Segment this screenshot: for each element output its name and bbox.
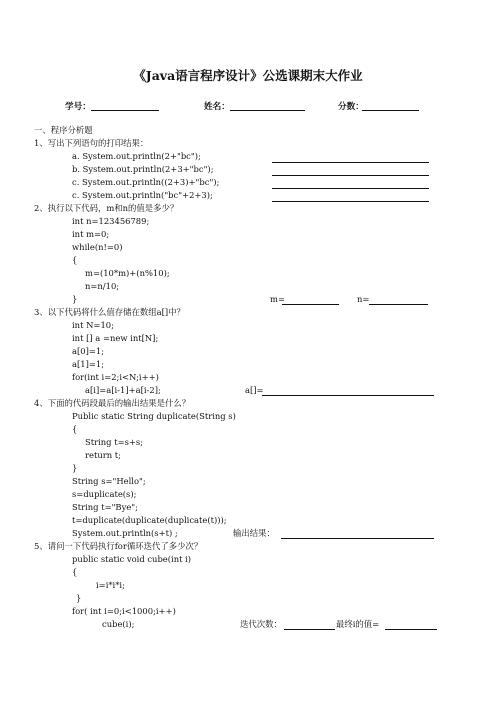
code-line: public static void cube(int i) [72,554,192,564]
array-answer-label: a[]= [245,385,264,395]
code-line: String t=s+s; [85,437,144,447]
code-line: for(int i=2;i<N;i++) [72,372,159,382]
question-5-title: 5、请问一下代码执行for循环迭代了多少次？ [34,541,203,551]
score-field[interactable] [362,110,419,111]
code-line: m=(10*m)+(n%10); [85,268,170,278]
code-line: i=i*i*i; [96,580,125,590]
q1-answer-d[interactable] [272,201,429,202]
code-line: String t="Bye"; [72,502,138,512]
output-label: 输出结果： [233,528,275,538]
question-1-title: 1、写出下列语句的打印结果： [34,138,149,148]
code-line: a[0]=1; [72,346,105,356]
name-label: 姓名： [204,102,230,112]
code-line: Public static String duplicate(String s) [72,411,236,421]
q1-item-c: c. System.out.println((2+3)+"bc"); [72,177,220,187]
code-line: n=n/10; [85,281,120,291]
question-2-title: 2、执行以下代码，m和n的值是多少？ [34,203,179,213]
code-line: { [72,567,78,577]
code-line: t=duplicate(duplicate(duplicate(t))); [72,515,227,525]
question-3-title: 3、以下代码将什么值存储在数组a[]中？ [34,307,185,317]
code-line: int N=10; [72,320,114,330]
code-line: { [72,255,78,265]
n-label: n= [357,294,370,304]
q1-item-d: c. System.out.println("bc"+2+3); [72,190,213,200]
m-answer-field[interactable] [282,304,339,305]
student-id-label: 学号： [65,102,91,112]
code-line: for( int i=0;i<1000;i++) [72,606,176,616]
q1-answer-a[interactable] [272,162,429,163]
section-heading: 一、程序分析题 [34,125,93,135]
q1-answer-c[interactable] [272,188,429,189]
code-line: return t; [85,450,121,460]
code-line: a[1]=1; [72,359,105,369]
name-field[interactable] [230,110,305,111]
question-4-title: 4、下面的代码段最后的输出结果是什么？ [34,398,191,408]
code-line: cube(i); [102,619,135,629]
code-line: int n=123456789; [72,216,150,226]
code-line: System.out.println(s+t) ; [72,528,178,538]
code-line: s=duplicate(s); [72,489,137,499]
code-line: } [72,463,78,473]
q1-item-b: b. System.out.println(2+3+"bc"); [72,164,214,174]
page-title: 《Java语言程序设计》公选课期末大作业 [133,68,363,83]
final-i-label: 最终i的值= [336,619,380,629]
q1-answer-b[interactable] [272,175,429,176]
output-answer-field[interactable] [281,538,434,539]
student-id-field[interactable] [91,110,159,111]
code-line: while(n!=0) [72,242,123,252]
m-label: m= [270,294,285,304]
final-i-answer-field[interactable] [385,629,437,630]
code-line: } [76,593,82,603]
code-line: String s="Hello"; [72,476,146,486]
code-line: { [72,424,78,434]
code-line: } [72,294,78,304]
code-line: a[i]=a[i-1]+a[i-2]; [85,385,161,395]
q1-item-a: a. System.out.println(2+"bc"); [72,151,201,161]
code-line: int m=0; [72,229,110,239]
score-label: 分数： [338,102,364,112]
array-answer-field[interactable] [262,395,434,396]
code-line: int [] a =new int[N]; [72,333,159,343]
iteration-label: 迭代次数： [240,619,282,629]
n-answer-field[interactable] [369,304,428,305]
iteration-answer-field[interactable] [284,629,335,630]
